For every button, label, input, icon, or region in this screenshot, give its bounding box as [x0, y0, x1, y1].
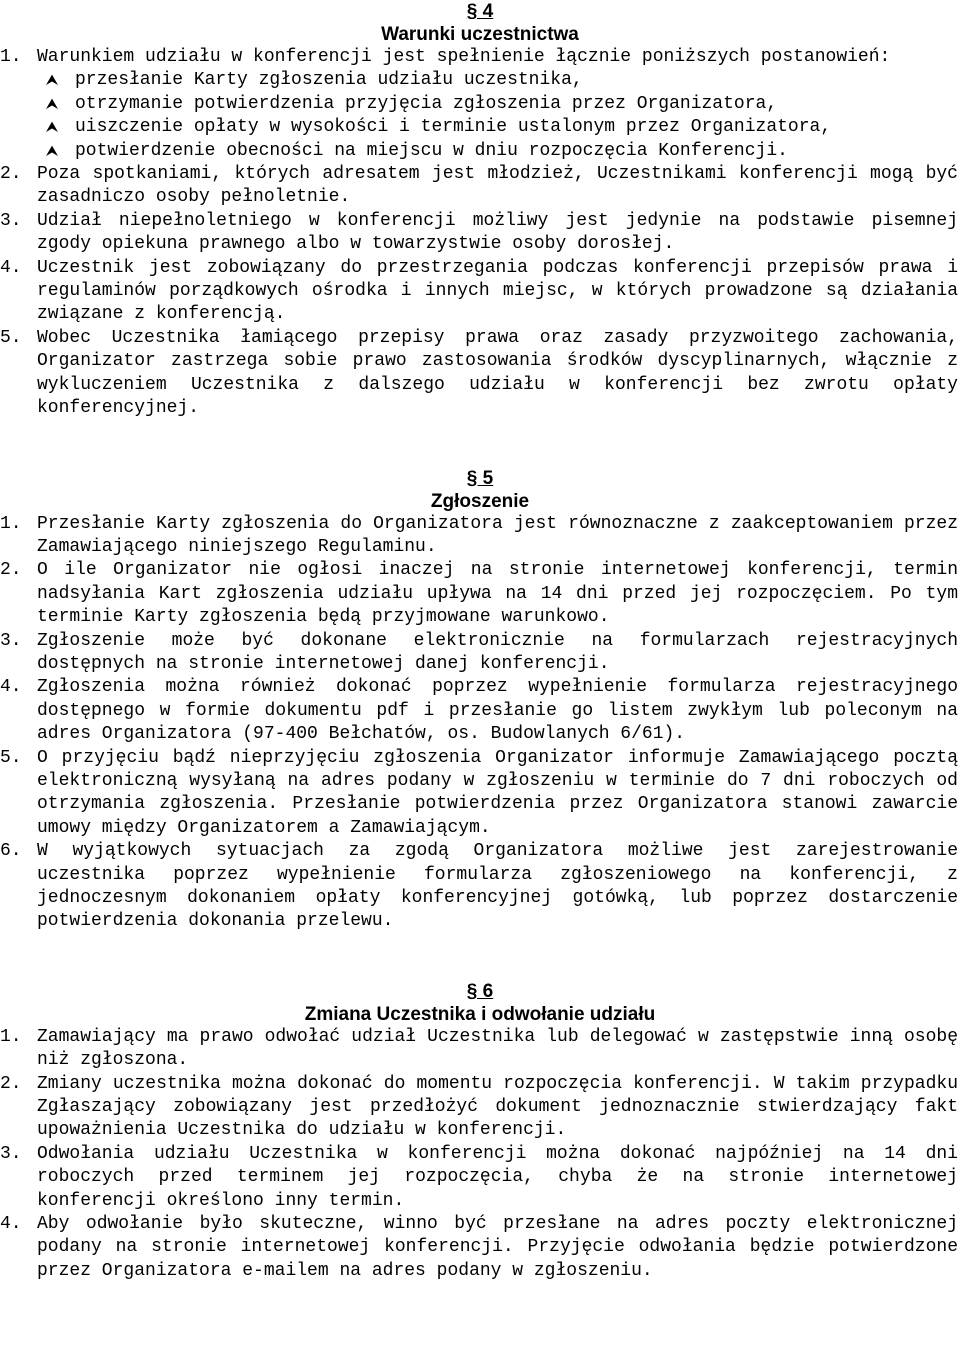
item-number: 1.	[0, 1026, 22, 1047]
item-text: Zamawiający ma prawo odwołać udział Uczestnika lub delegować w zastępstwie inną osobę niż zgłoszona.	[37, 1026, 958, 1071]
bullet-arrow-icon: ⮝	[45, 71, 59, 90]
section-4-item-3	[0, 210, 960, 257]
item-text: Przesłanie Karty zgłoszenia do Organizatora jest równoznaczne z zaakceptowaniem przez Zamawiającego niniejszego Regulaminu.	[37, 513, 958, 557]
item-number: 1.	[0, 47, 22, 67]
section-6	[0, 980, 960, 1283]
section-6-number: § 6	[466, 980, 494, 1002]
item-number: 5.	[0, 327, 22, 348]
section-6-item-1	[0, 1026, 960, 1073]
item-text: Zgłoszenie może być dokonane elektronicznie na formularzach rejestracyjnych dostępnych na stronie internetowej danej konferencji.	[37, 630, 958, 674]
bullet-text: potwierdzenie obecności na miejscu w dniu rozpoczęcia Konferencji.	[75, 140, 788, 161]
section-4-item-2	[0, 163, 960, 210]
item-text: Zgłoszenia można również dokonać poprzez wypełnienie formularza rejestracyjnego dostępnego w formie dokumentu pdf i przesłanie go listem zwykłym lub poleconym na adres Organizatora (97-400 Bełchatów, os. Budowlanych 6/61).	[37, 677, 958, 745]
section-5	[0, 467, 960, 934]
item-text: Warunkiem udziału w konferencji jest spełnienie łącznie poniższych postanowień:	[37, 47, 891, 67]
item-text: Wobec Uczestnika łamiącego przepisy prawa oraz zasady przyzwoitego zachowania, Organizator zastrzega sobie prawo zastosowania środków dyscyplinarnych, włącznie z wykluczeniem Uczestnika z dalszego udziału w konferencji bez zwrotu opłaty konferencyjnej.	[37, 327, 958, 419]
section-4-item-5	[0, 327, 960, 421]
item-number: 5.	[0, 747, 22, 768]
bullet-arrow-icon: ⮝	[45, 118, 59, 137]
item-number: 2.	[0, 560, 22, 581]
section-5-item-4	[0, 676, 960, 746]
bullet-item	[0, 69, 960, 92]
item-text: W wyjątkowych sytuacjach za zgodą Organizatora możliwe jest zarejestrowanie uczestnika poprzez wypełnienie formularza zgłoszeniowego na konferencji, z jednoczesnym dokonaniem opłaty konferencyjnej gotówką, lub poprzez dostarczenie potwierdzenia dokonania przelewu.	[37, 841, 958, 932]
section-5-item-1	[0, 513, 960, 560]
bullet-item	[0, 93, 960, 116]
item-text: Odwołania udziału Uczestnika w konferencji można dokonać najpóźniej na 14 dni roboczych przed terminem jej rozpoczęcia, chyba że na stronie internetowej konferencji określono inny termin.	[37, 1143, 958, 1211]
section-4-item-4	[0, 257, 960, 327]
bullet-item	[0, 140, 960, 163]
section-6-item-4	[0, 1213, 960, 1283]
item-number: 6.	[0, 841, 22, 862]
item-text: O przyjęciu bądź nieprzyjęciu zgłoszenia Organizator informuje Zamawiającego pocztą elektroniczną wysyłaną na adres podany w zgłoszeniu w terminie do 7 dni roboczych od otrzymania zgłoszenia. Przesłanie potwierdzenia przez Organizatora stanowi zawarcie umowy między Organizatorem a Zamawiającym.	[37, 747, 958, 838]
section-4-number: § 4	[466, 1, 494, 22]
item-number: 2.	[0, 164, 22, 185]
section-4	[0, 0, 960, 421]
item-text: Uczestnik jest zobowiązany do przestrzegania podczas konferencji przepisów prawa i regulaminów porządkowych ośrodka i innych miejsc, w których prowadzone są działania związane z konferencją.	[37, 257, 958, 325]
item-number: 3.	[0, 210, 22, 231]
bullet-arrow-icon: ⮝	[45, 141, 59, 160]
bullet-arrow-icon: ⮝	[45, 94, 59, 113]
bullet-item	[0, 116, 960, 139]
item-number: 4.	[0, 1214, 22, 1235]
item-text: Poza spotkaniami, których adresatem jest młodzież, Uczestnikami konferencji mogą być zasadniczo osoby pełnoletnie.	[37, 164, 958, 208]
item-number: 4.	[0, 677, 22, 698]
item-number: 3.	[0, 1143, 22, 1164]
item-text: Aby odwołanie było skuteczne, winno być przesłane na adres poczty elektronicznej podany na stronie internetowej konferencji. Przyjęcie odwołania będzie potwierdzone przez Organizatora e-mailem na adres podany w zgłoszeniu.	[37, 1214, 958, 1281]
item-number: 4.	[0, 257, 22, 278]
bullet-text: otrzymanie potwierdzenia przyjęcia zgłoszenia przez Organizatora,	[75, 93, 778, 114]
item-text: Udział niepełnoletniego w konferencji możliwy jest jedynie na podstawie pisemnej zgody opiekuna prawnego albo w towarzystwie osoby dorosłej.	[37, 210, 958, 255]
bullet-text: uiszczenie opłaty w wysokości i terminie ustalonym przez Organizatora,	[75, 117, 832, 138]
item-text: O ile Organizator nie ogłosi inaczej na stronie internetowej konferencji, termin nadsyłania Kart zgłoszenia udziału upływa na 14 dni przed jej rozpoczęciem. Po tym terminie Karty zgłoszenia będą przyjmowane warunkowo.	[37, 560, 958, 628]
item-number: 2.	[0, 1073, 22, 1094]
section-5-number: § 5	[466, 467, 494, 489]
section-5-item-3	[0, 630, 960, 677]
section-5-item-5	[0, 747, 960, 841]
item-number: 1.	[0, 513, 22, 534]
section-4-title: Warunki uczestnictwa	[381, 24, 579, 45]
section-6-item-3	[0, 1143, 960, 1213]
section-5-title: Zgłoszenie	[430, 490, 530, 512]
section-5-item-2	[0, 559, 960, 629]
item-text: Zmiany uczestnika można dokonać do momentu rozpoczęcia konferencji. W takim przypadku Zgłaszający zobowiązany jest przedłożyć dokument jednoznacznie stwierdzający fakt upoważnienia Uczestnika do udziału w konferencji.	[37, 1073, 958, 1141]
section-6-title: Zmiana Uczestnika i odwołanie udziału	[304, 1003, 656, 1025]
section-5-item-6	[0, 840, 960, 934]
item-number: 3.	[0, 630, 22, 651]
bullet-text: przesłanie Karty zgłoszenia udziału uczestnika,	[75, 70, 583, 91]
section-6-item-2	[0, 1073, 960, 1143]
section-4-item-1	[0, 46, 960, 69]
